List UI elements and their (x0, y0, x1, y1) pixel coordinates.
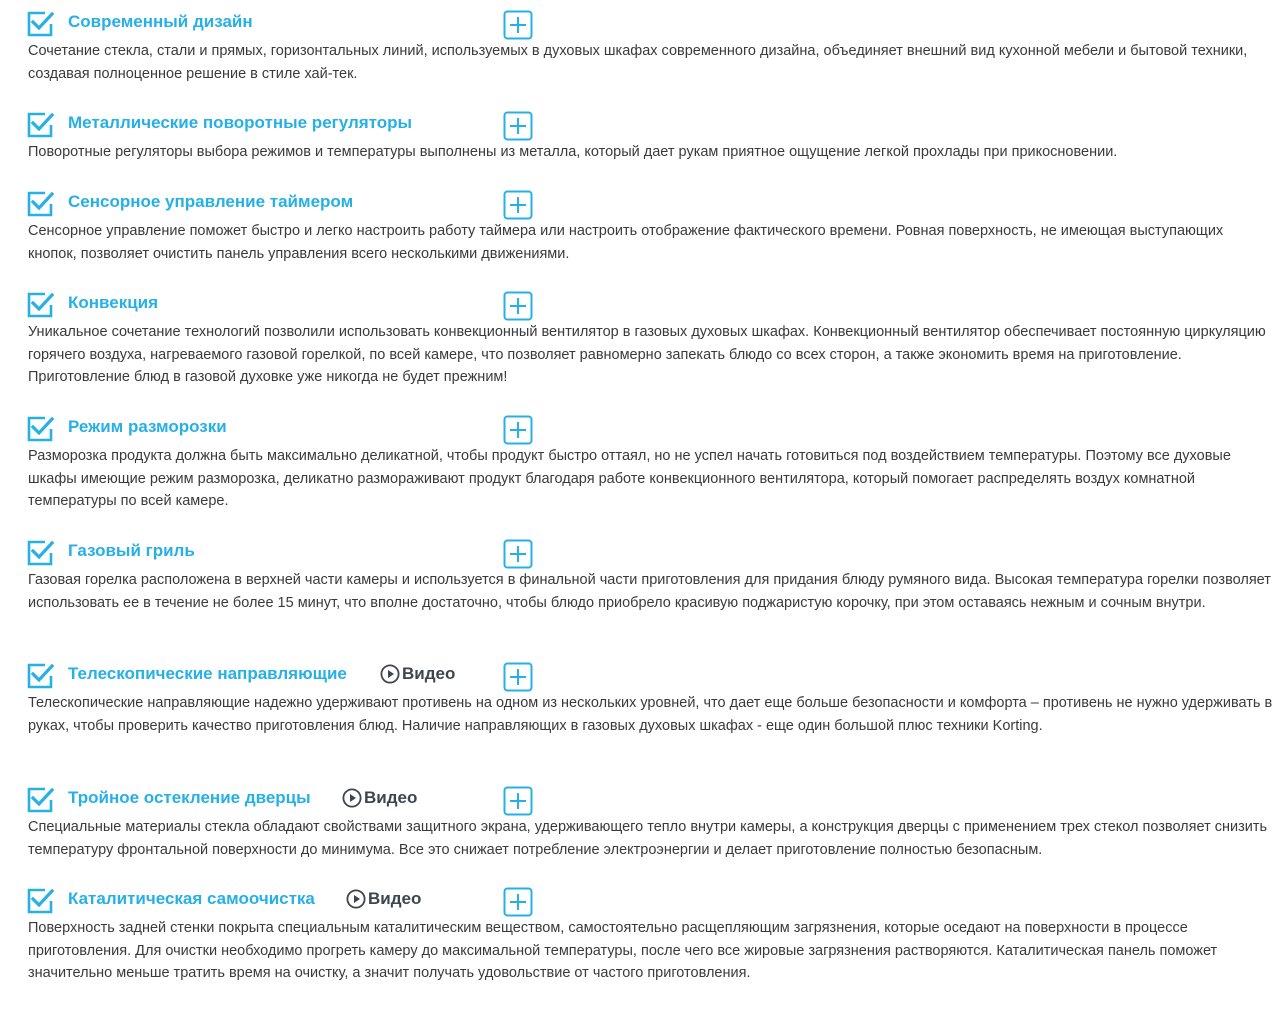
plus-square-icon[interactable] (503, 10, 533, 40)
feature-description: Поворотные регуляторы выбора режимов и температуры выполнены из металла, который дает рукам приятное ощущение легкой прохлады при прикосновении. (28, 144, 1118, 160)
feature-title: Сенсорное управление таймером (68, 192, 354, 211)
feature-description: Специальные материалы стекла обладают свойствами защитного экрана, удерживающего тепло внутри камеры, а конструкция дверцы с применением трех стекол позволяет снизить температуру фронтальной поверхности до минимума. Все это снижает потребление электроэнергии и делает приготовление полностью безопасным. (28, 819, 1268, 858)
checkbox-checked-icon (26, 111, 54, 139)
checkbox-checked-icon (26, 539, 54, 567)
checkbox-checked-icon (26, 10, 54, 38)
plus-square-icon[interactable] (503, 887, 533, 917)
feature-description: Сенсорное управление поможет быстро и легко настроить работу таймера или настроить отображение фактического времени. Ровная поверхность, не имеющая выступающих кнопок, позволяет очистить панель управления всего несколькими движениями. (28, 223, 1224, 262)
plus-square-icon[interactable] (503, 291, 533, 321)
plus-square-icon[interactable] (503, 190, 533, 220)
video-label: Видео (368, 889, 422, 908)
plus-square-icon[interactable] (503, 415, 533, 445)
feature-item (0, 111, 1278, 160)
video-label: Видео (364, 788, 418, 807)
feature-title: Металлические поворотные регуляторы (68, 113, 413, 132)
video-link[interactable] (346, 889, 421, 909)
checkbox-checked-icon (26, 662, 54, 690)
feature-description: Сочетание стекла, стали и прямых, горизонтальных линий, используемых в духовых шкафах современного дизайна, объединяет внешний вид кухонной мебели и бытовой техники, создавая полноценное решение в стиле хай-тек. (28, 43, 1248, 82)
feature-title: Газовый гриль (68, 541, 195, 560)
feature-item (0, 10, 1278, 82)
feature-item (0, 786, 1278, 858)
plus-square-icon[interactable] (503, 662, 533, 692)
video-link[interactable] (380, 664, 455, 684)
checkbox-checked-icon (26, 190, 54, 218)
feature-item (0, 291, 1278, 385)
play-circle-icon (346, 889, 366, 909)
feature-title: Тройное остекление дверцы (68, 788, 311, 807)
play-circle-icon (380, 664, 400, 684)
feature-item (0, 662, 1278, 734)
feature-title: Каталитическая самоочистка (68, 889, 315, 908)
checkbox-checked-icon (26, 415, 54, 443)
video-label: Видео (402, 664, 456, 683)
feature-title: Конвекция (68, 293, 159, 312)
checkbox-checked-icon (26, 786, 54, 814)
feature-title: Современный дизайн (68, 12, 253, 31)
plus-square-icon[interactable] (503, 111, 533, 141)
feature-title: Телескопические направляющие (68, 664, 347, 683)
feature-item (0, 887, 1278, 981)
feature-description: Поверхность задней стенки покрыта специальным каталитическим веществом, самостоятельно расщепляющим загрязнения, которые оседают на поверхности в процессе приготовления. Для очистки необходимо прогреть камеру до максимальной температуры, после чего все жировые загрязнения растворяются. Каталитическая панель поможет значительно меньше тратить время на очистку, а значит получать удовольствие от частого приготовления. (28, 920, 1218, 981)
feature-item (0, 190, 1278, 262)
feature-title: Режим разморозки (68, 417, 227, 436)
feature-item (0, 415, 1278, 509)
feature-description: Телескопические направляющие надежно удерживают противень на одном из нескольких уровней, что дает еще больше безопасности и комфорта – противень не нужно удерживать в руках, чтобы проверить качество приготовления блюд. Наличие направляющих в газовых духовых шкафах - еще один большой плюс техники Korting. (28, 695, 1273, 734)
feature-item (0, 539, 1278, 611)
feature-description: Разморозка продукта должна быть максимально деликатной, чтобы продукт быстро оттаял, но не успел начать готовиться под воздействием температуры. Поэтому все духовые шкафы имеющие режим разморозка, деликатно размораживают продукт благодаря работе конвекционного вентилятора, который помогает распределять воздух комнатной температуры по всей камере. (28, 448, 1231, 509)
plus-square-icon[interactable] (503, 539, 533, 569)
checkbox-checked-icon (26, 291, 54, 319)
checkbox-checked-icon (26, 887, 54, 915)
play-circle-icon (342, 788, 362, 808)
video-link[interactable] (342, 788, 417, 808)
feature-description: Уникальное сочетание технологий позволили использовать конвекционный вентилятор в газовых духовых шкафах. Конвекционный вентилятор обеспечивает постоянную циркуляцию горячего воздуха, нагреваемого газовой горелкой, по всей камере, что позволяет равномерно запекать блюдо со всех сторон, а также экономить время на приготовление. Приготовление блюд в газовой духовке уже никогда не будет прежним! (28, 324, 1266, 385)
plus-square-icon[interactable] (503, 786, 533, 816)
feature-description: Газовая горелка расположена в верхней части камеры и используется в финальной части приготовления для придания блюду румяного вида. Высокая температура горелки позволяет использовать ее в течение не более 15 минут, что вполне достаточно, чтобы блюдо приобрело красивую поджаристую корочку, при этом оставаясь нежным и сочным внутри. (28, 572, 1271, 611)
